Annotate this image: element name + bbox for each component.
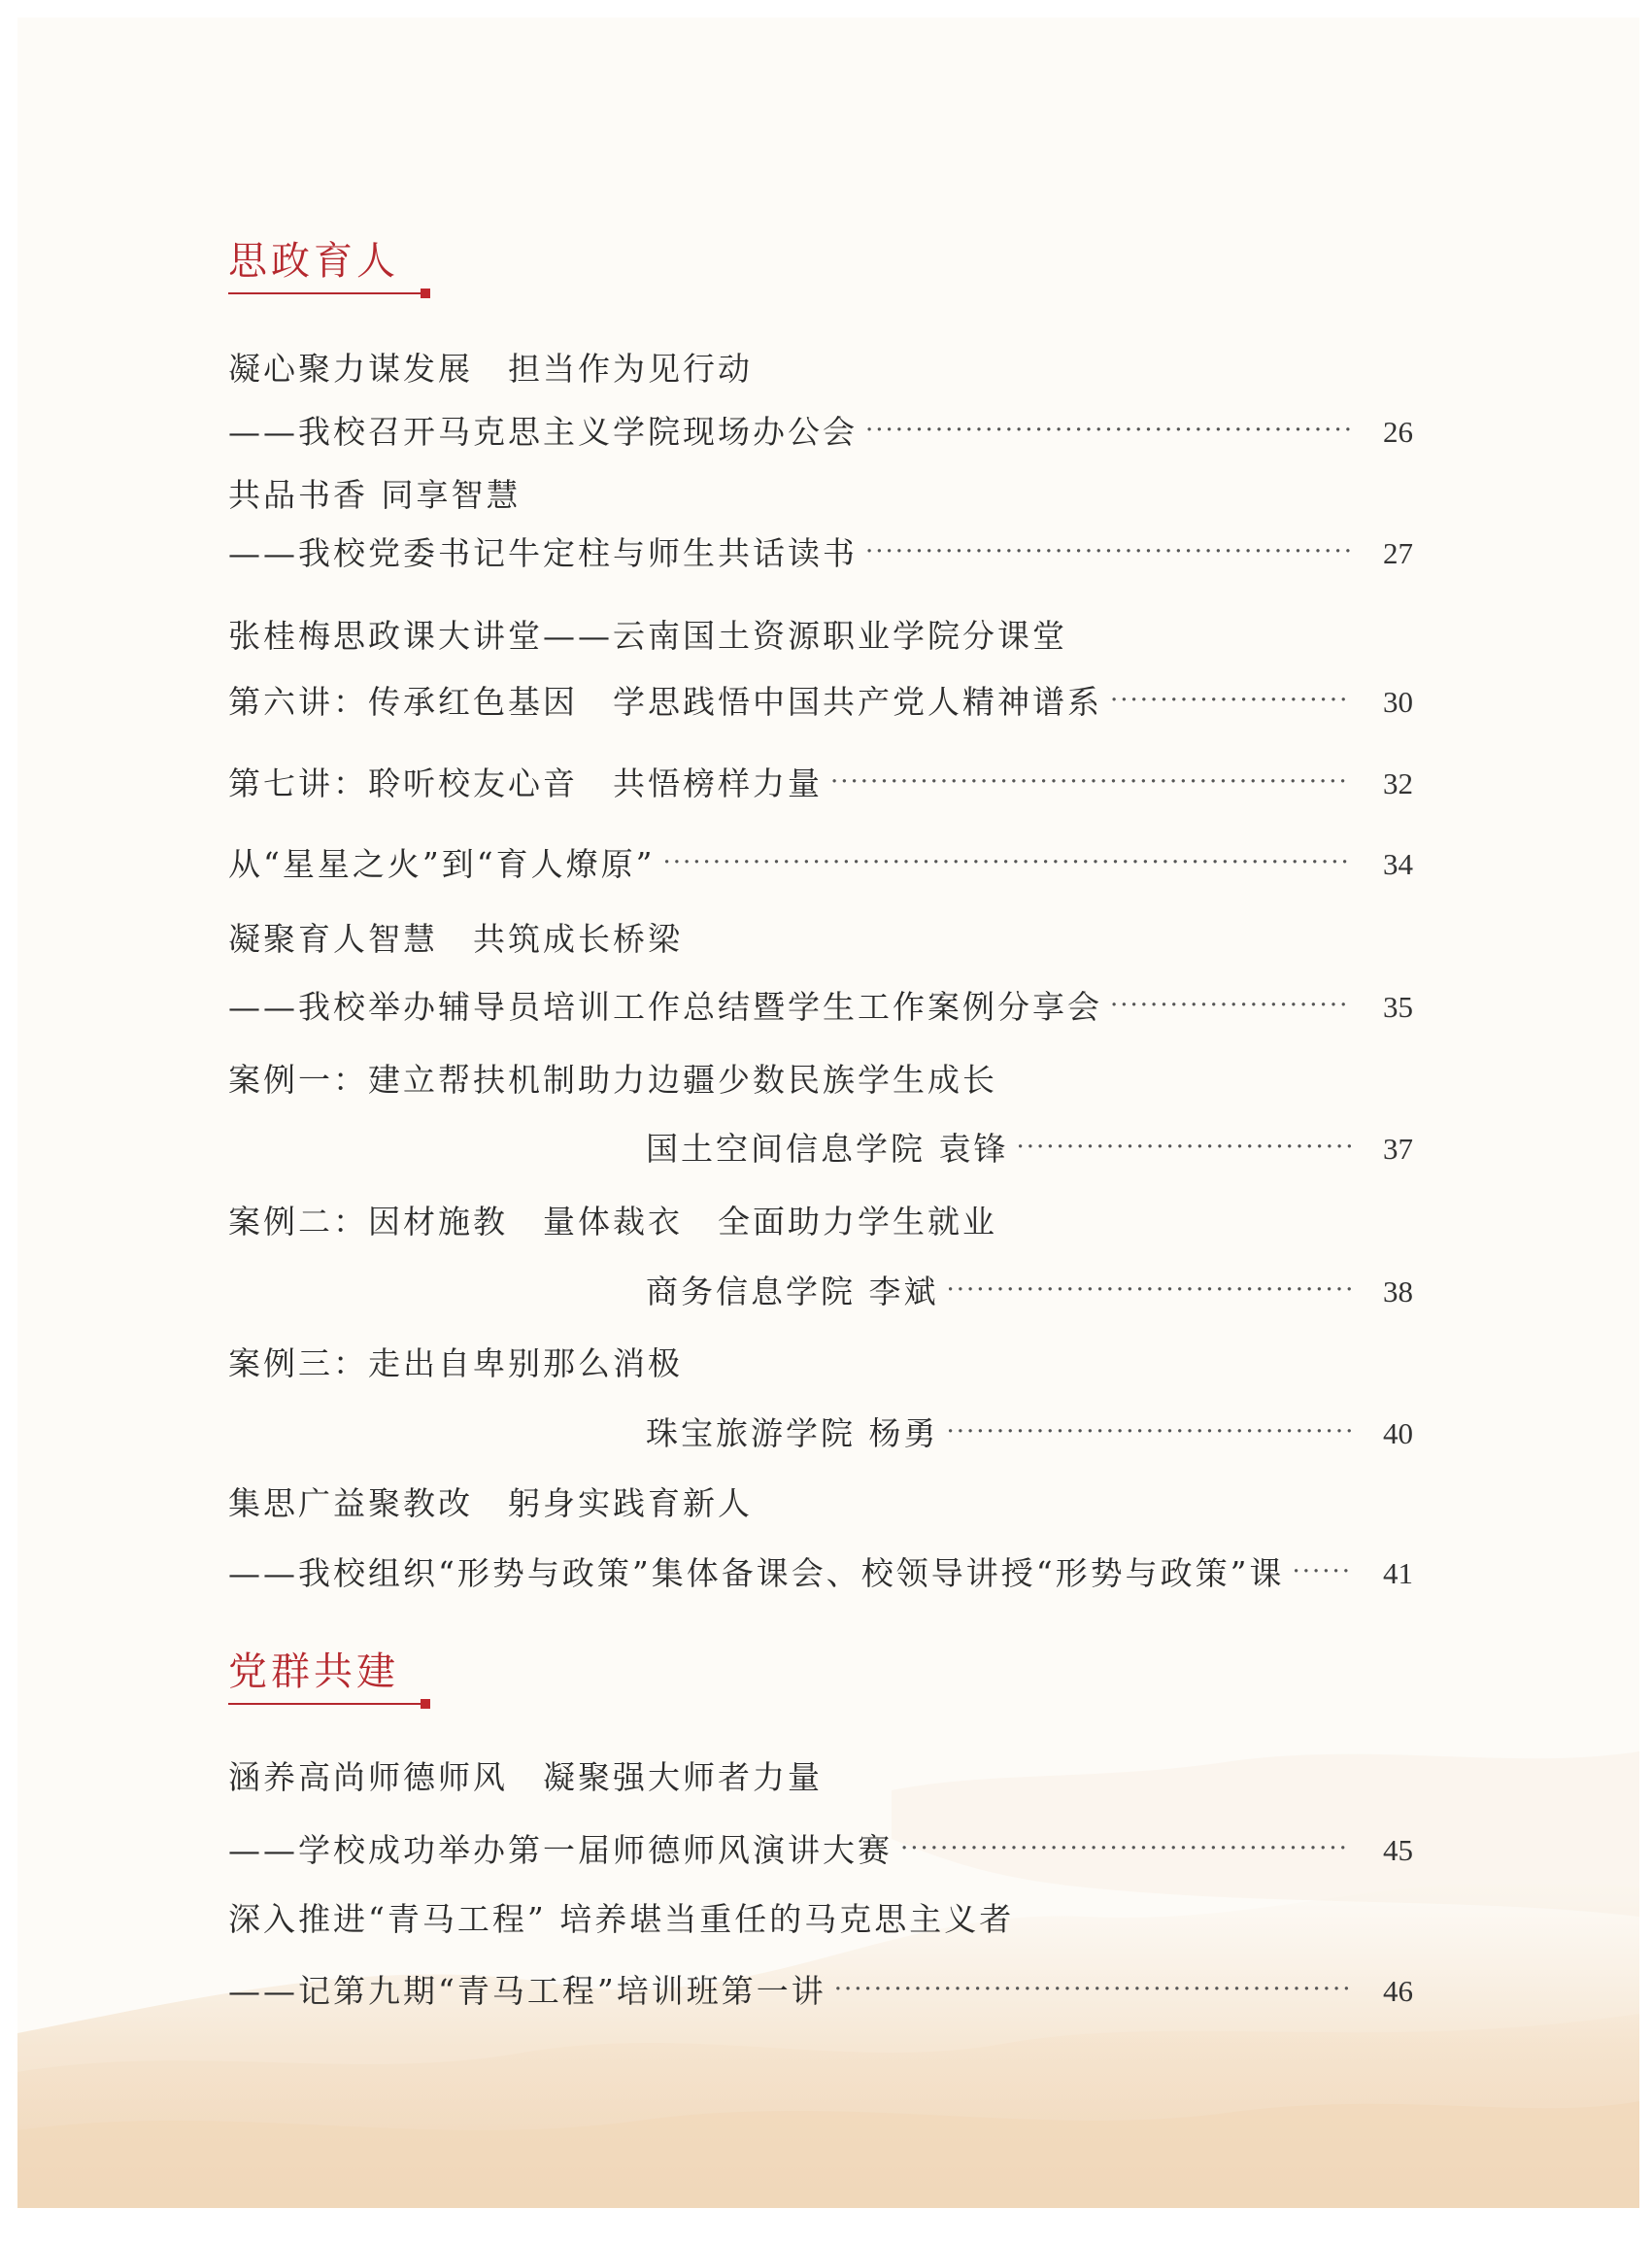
section-underline — [228, 292, 422, 294]
toc-entry-text: ——我校举办辅导员培训工作总结暨学生工作案例分享会 — [228, 988, 1102, 1026]
toc-entry-text: 涵养高尚师德师风 凝聚强大师者力量 — [228, 1758, 823, 1796]
toc-entry-title — [228, 1756, 1413, 1799]
page-number: 41 — [1383, 1556, 1413, 1590]
dot-leader — [1292, 1552, 1351, 1595]
toc-entry-text: 案例一：建立帮扶机制助力边疆少数民族学生成长 — [228, 1061, 997, 1099]
page-number: 35 — [1383, 990, 1413, 1024]
toc-entry-line[interactable] — [228, 1412, 1413, 1455]
section-heading — [228, 1647, 422, 1705]
toc-entry-text: 商务信息学院 李斌 — [646, 1273, 939, 1310]
dot-leader — [1017, 1128, 1352, 1171]
toc-entry-text: 案例二：因材施教 量体裁衣 全面助力学生就业 — [228, 1203, 997, 1240]
toc-entry-line[interactable] — [228, 1128, 1413, 1171]
toc-entry-text: 深入推进“青马工程” 培养堪当重任的马克思主义者 — [228, 1900, 1015, 1938]
page-number: 45 — [1383, 1833, 1413, 1867]
toc-entry-text: 张桂梅思政课大讲堂——云南国土资源职业学院分课堂 — [228, 617, 1067, 655]
toc-entry-text: ——我校召开马克思主义学院现场办公会 — [228, 413, 858, 451]
page-number: 27 — [1383, 536, 1413, 570]
toc-entry-text: ——我校党委书记牛定柱与师生共话读书 — [228, 534, 858, 572]
toc-entry-title — [228, 1059, 1413, 1102]
section-title: 思政育人 — [228, 239, 399, 284]
toc-entry-line[interactable] — [228, 1271, 1413, 1313]
toc-entry-text: 珠宝旅游学院 杨勇 — [646, 1414, 939, 1452]
toc-page — [17, 17, 1639, 2208]
page-number: 32 — [1383, 766, 1413, 800]
toc-entry-title — [228, 474, 1413, 517]
toc-entry-title — [228, 1342, 1413, 1385]
page-number: 26 — [1383, 415, 1413, 449]
toc-entry-title — [228, 918, 1413, 961]
toc-entry-title — [228, 348, 1413, 391]
page-number: 30 — [1383, 685, 1413, 719]
toc-entry-text: ——记第九期“青马工程”培训班第一讲 — [228, 1972, 826, 2010]
toc-entry-line[interactable] — [228, 532, 1413, 575]
toc-entry-line[interactable] — [228, 843, 1413, 886]
toc-entry-text: 从“星星之火”到“育人燎原” — [228, 845, 656, 883]
dot-leader — [662, 843, 1351, 886]
toc-entry-title — [228, 1898, 1413, 1941]
page-number: 38 — [1383, 1274, 1413, 1308]
toc-entry-line[interactable] — [228, 986, 1413, 1029]
toc-entry-text: 凝心聚力谋发展 担当作为见行动 — [228, 350, 753, 388]
section-underline — [228, 1703, 422, 1705]
page-number: 37 — [1383, 1132, 1413, 1166]
dot-leader — [1110, 986, 1351, 1029]
toc-entry-title — [228, 1201, 1413, 1243]
toc-entry-text: ——我校组织“形势与政策”集体备课会、校领导讲授“形势与政策”课 — [228, 1554, 1285, 1592]
page-number: 40 — [1383, 1416, 1413, 1450]
page-number: 34 — [1383, 847, 1413, 881]
toc-entry-line[interactable] — [228, 1829, 1413, 1872]
toc-entry-title — [228, 615, 1413, 658]
dot-leader — [900, 1829, 1351, 1872]
section-title: 党群共建 — [228, 1649, 399, 1694]
dot-leader — [834, 1970, 1351, 2013]
dot-leader — [865, 411, 1351, 454]
toc-entry-line[interactable] — [228, 681, 1413, 724]
section-heading — [228, 236, 422, 294]
dot-leader — [947, 1271, 1352, 1313]
dot-leader — [830, 763, 1351, 805]
toc-entry-text: 集思广益聚教改 躬身实践育新人 — [228, 1484, 753, 1522]
dot-leader — [1110, 681, 1351, 724]
toc-entry-text: 案例三：走出自卑别那么消极 — [228, 1344, 683, 1382]
toc-entry-line[interactable] — [228, 1970, 1413, 2013]
toc-entry-title — [228, 1482, 1413, 1525]
toc-entry-line[interactable] — [228, 411, 1413, 454]
dot-leader — [865, 532, 1351, 575]
toc-entry-text: 凝聚育人智慧 共筑成长桥梁 — [228, 920, 683, 958]
toc-entry-line[interactable] — [228, 1552, 1413, 1595]
dot-leader — [947, 1412, 1352, 1455]
toc-entry-text: ——学校成功举办第一届师德师风演讲大赛 — [228, 1831, 893, 1869]
page-number: 46 — [1383, 1974, 1413, 2008]
toc-entry-text: 第六讲：传承红色基因 学思践悟中国共产党人精神谱系 — [228, 683, 1102, 721]
toc-entry-line[interactable] — [228, 763, 1413, 805]
toc-entry-text: 第七讲：聆听校友心音 共悟榜样力量 — [228, 765, 823, 802]
toc-entry-text: 共品书香 同享智慧 — [228, 476, 522, 514]
toc-entry-text: 国土空间信息学院 袁锋 — [646, 1130, 1009, 1168]
